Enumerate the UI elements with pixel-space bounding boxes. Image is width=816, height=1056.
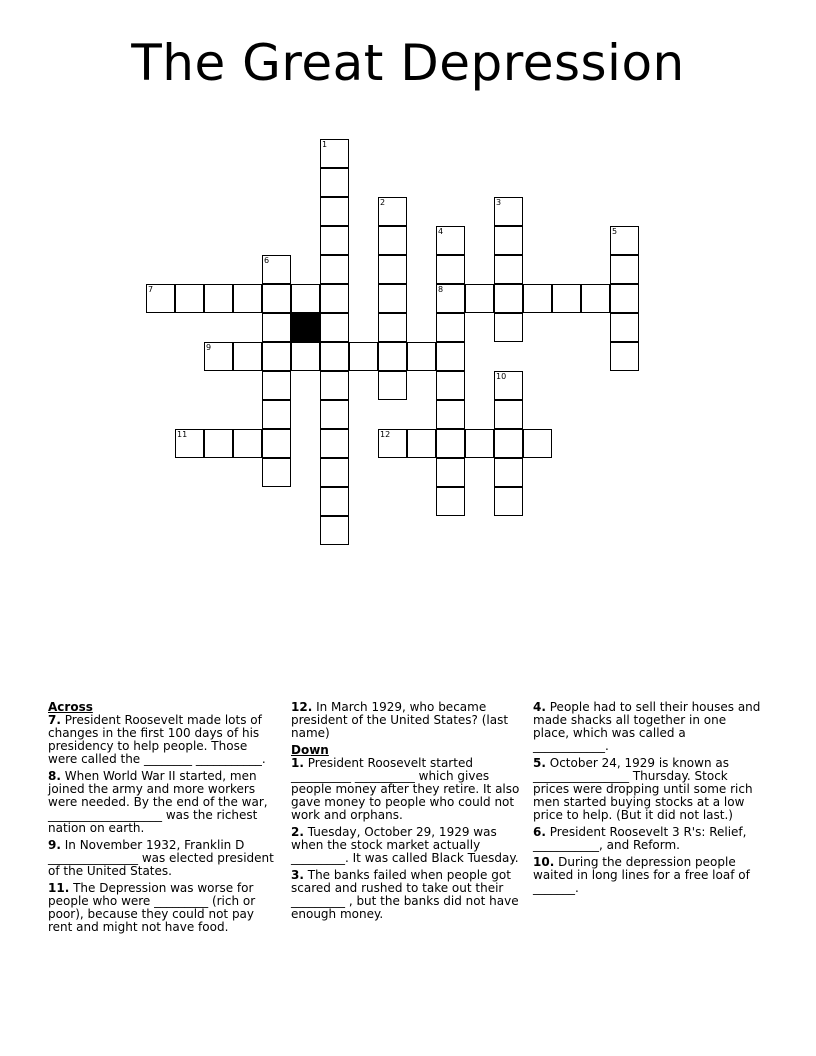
grid-cell[interactable] (610, 284, 639, 313)
cell-number: 3 (496, 198, 502, 207)
clue-column-1 (48, 701, 280, 938)
cell-number: 6 (264, 256, 270, 265)
grid-cell[interactable] (320, 313, 349, 342)
grid-cell[interactable] (494, 284, 523, 313)
grid-cell[interactable] (146, 284, 175, 313)
grid-cell[interactable] (436, 429, 465, 458)
grid-cell[interactable] (610, 226, 639, 255)
clue-across-11: 11. The Depression was worse for people who were _________ (rich or poor), because they could not pay rent and might not have food. (48, 881, 256, 934)
grid-cell[interactable] (436, 255, 465, 284)
grid-cell[interactable] (610, 313, 639, 342)
grid-cell[interactable] (204, 284, 233, 313)
grid-cell[interactable] (320, 458, 349, 487)
clue-column-2 (291, 701, 523, 925)
grid-cell[interactable] (436, 400, 465, 429)
grid-cell[interactable] (320, 487, 349, 516)
grid-cell[interactable] (436, 284, 465, 313)
cell-number: 12 (380, 430, 391, 439)
clue-across-7: 7. President Roosevelt made lots of changes in the first 100 days of his presidency to help people. Those were called the ________ ___________. (48, 713, 266, 766)
grid-cell[interactable] (610, 342, 639, 371)
grid-cell[interactable] (523, 284, 552, 313)
grid-cell[interactable] (349, 342, 378, 371)
across-heading: Across (48, 700, 93, 714)
grid-cell[interactable] (262, 342, 291, 371)
grid-cell[interactable] (320, 400, 349, 429)
grid-cell[interactable] (262, 371, 291, 400)
clue-down-6: 6. President Roosevelt 3 R's: Relief, ___________, and Reform. (533, 825, 747, 852)
cell-number: 9 (206, 343, 212, 352)
clue-down-5: 5. October 24, 1929 is known as ________________ Thursday. Stock prices were dropping until some rich men started buying stocks at a low price to help. (But it did not last.) (533, 756, 753, 822)
grid-cell[interactable] (175, 284, 204, 313)
grid-cell[interactable] (262, 458, 291, 487)
grid-cell[interactable] (494, 400, 523, 429)
grid-cell[interactable] (262, 429, 291, 458)
cell-number: 2 (380, 198, 386, 207)
clue-across-8: 8. When World War II started, men joined the army and more workers were needed. By the end of the war, ___________________ was the richest nation on earth. (48, 769, 268, 835)
grid-cell[interactable] (320, 226, 349, 255)
cell-number: 4 (438, 227, 444, 236)
grid-cell[interactable] (581, 284, 610, 313)
grid-cell[interactable] (378, 284, 407, 313)
grid-cell[interactable] (407, 342, 436, 371)
grid-cell[interactable] (378, 371, 407, 400)
grid-cell[interactable] (494, 458, 523, 487)
grid-cell[interactable] (494, 487, 523, 516)
grid-cell[interactable] (494, 313, 523, 342)
cell-number: 5 (612, 227, 618, 236)
grid-cell[interactable] (465, 284, 494, 313)
grid-cell[interactable] (320, 284, 349, 313)
grid-cell[interactable] (262, 255, 291, 284)
cell-number: 1 (322, 140, 328, 149)
cell-number: 11 (177, 430, 188, 439)
grid-cell[interactable] (407, 429, 436, 458)
grid-cell[interactable] (320, 371, 349, 400)
grid-cell[interactable] (465, 429, 494, 458)
clue-column-3 (533, 701, 765, 899)
grid-cell[interactable] (320, 342, 349, 371)
cell-number: 8 (438, 285, 444, 294)
grid-cell[interactable] (494, 226, 523, 255)
grid-cell[interactable] (291, 284, 320, 313)
grid-cell[interactable] (204, 342, 233, 371)
clue-down-10: 10. During the depression people waited in long lines for a free loaf of _______. (533, 855, 750, 895)
cell-number: 10 (496, 372, 507, 381)
grid-cell[interactable] (320, 255, 349, 284)
grid-cell[interactable] (436, 458, 465, 487)
grid-cell[interactable] (523, 429, 552, 458)
grid-cell[interactable] (291, 342, 320, 371)
grid-cell[interactable] (204, 429, 233, 458)
grid-cell[interactable] (494, 429, 523, 458)
grid-cell[interactable] (610, 255, 639, 284)
grid-cell[interactable] (436, 487, 465, 516)
grid-cell[interactable] (233, 342, 262, 371)
clue-across-12: 12. In March 1929, who became president of the United States? (last name) (291, 700, 509, 740)
grid-cell[interactable] (378, 226, 407, 255)
grid-cell[interactable] (378, 342, 407, 371)
grid-cell[interactable] (436, 371, 465, 400)
grid-cell[interactable] (494, 255, 523, 284)
grid-cell[interactable] (233, 429, 262, 458)
grid-cell[interactable] (552, 284, 581, 313)
grid-cell[interactable] (436, 342, 465, 371)
grid-cell[interactable] (320, 429, 349, 458)
grid-cell[interactable] (320, 516, 349, 545)
grid-cell[interactable] (233, 284, 262, 313)
grid-cell[interactable] (436, 313, 465, 342)
grid-cell[interactable] (378, 313, 407, 342)
grid-cell[interactable] (262, 284, 291, 313)
grid-cell[interactable] (494, 371, 523, 400)
clue-down-2: 2. Tuesday, October 29, 1929 was when the stock market actually _________. It was called Black Tuesday. (291, 825, 519, 865)
clue-down-4: 4. People had to sell their houses and made shacks all together in one place, which was called a ____________. (533, 700, 761, 753)
page-title: The Great Depression (131, 34, 685, 92)
grid-cell[interactable] (320, 139, 349, 168)
cell-number: 7 (148, 285, 154, 294)
down-heading: Down (291, 743, 329, 757)
grid-cell[interactable] (494, 197, 523, 226)
grid-cell[interactable] (320, 168, 349, 197)
grid-block-cell (291, 313, 320, 342)
grid-cell[interactable] (262, 400, 291, 429)
grid-cell[interactable] (175, 429, 204, 458)
grid-cell[interactable] (262, 313, 291, 342)
clue-down-3: 3. The banks failed when people got scared and rushed to take out their _________ , but the banks did not have enough money. (291, 868, 519, 921)
grid-cell[interactable] (378, 429, 407, 458)
clue-across-9: 9. In November 1932, Franklin D _______________ was elected president of the United States. (48, 838, 274, 878)
grid-cell[interactable] (436, 226, 465, 255)
grid-cell[interactable] (320, 197, 349, 226)
grid-cell[interactable] (378, 197, 407, 226)
grid-cell[interactable] (378, 255, 407, 284)
clue-down-1: 1. President Roosevelt started __________ __________ which gives people money after they retire. It also gave money to people who could not work and orphans. (291, 756, 520, 822)
